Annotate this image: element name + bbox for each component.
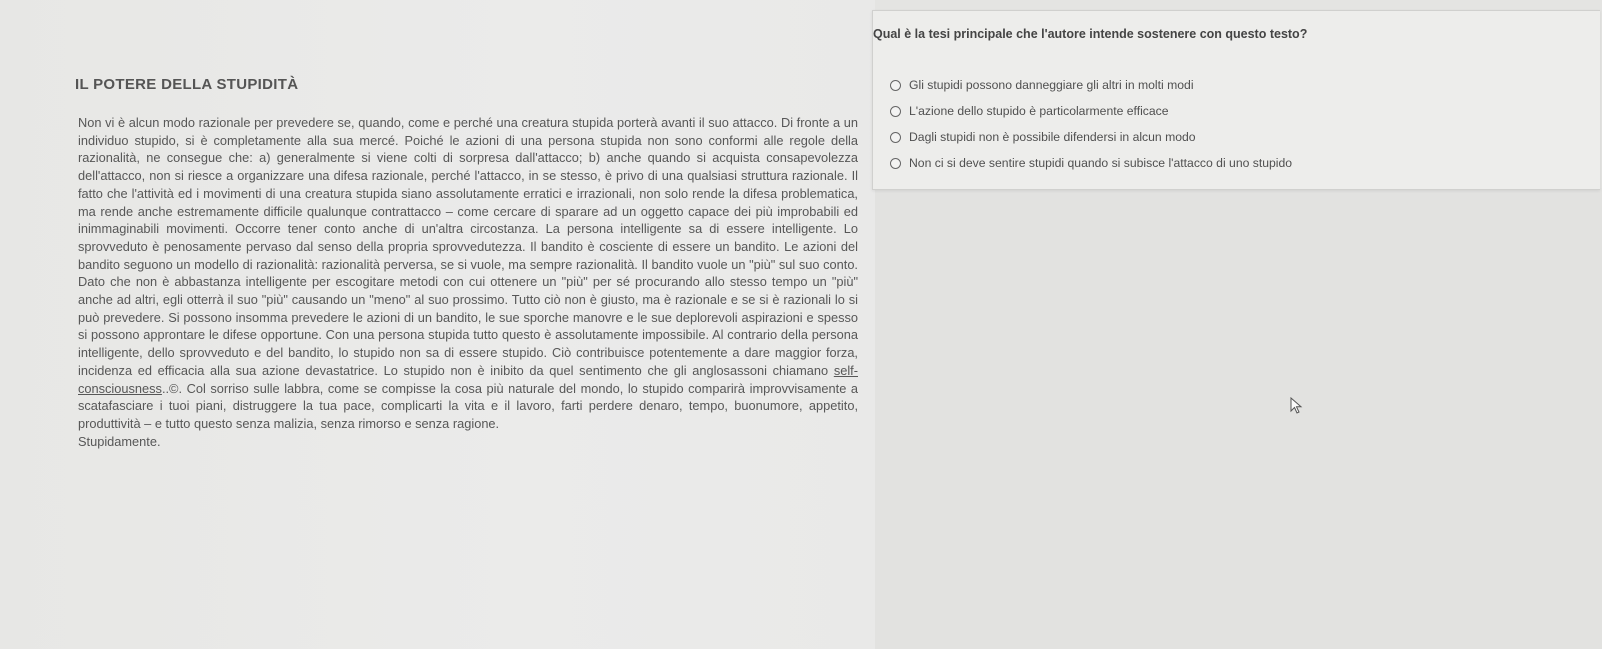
- answer-option-3[interactable]: [890, 124, 1292, 150]
- article-text: [78, 114, 858, 433]
- article-body: [78, 114, 858, 450]
- article-paragraph: Non vi è alcun modo razionale per prevedere se, quando, come e perché una creatura stupida porterà avanti il suo attacco. Di fronte a un individuo stupido, si è completamente alla sua mercé. Poiché le azioni di una persona stupida non sono conformi alle regole della razionalità, ne consegue che: a) generalmente si viene colti di sorpresa dall'attacco; b) anche quando si acquista consapevolezza dell'attacco, non si riesce a organizzare una difesa razionale, perché l'attacco, in se stesso, è privo di una qualsiasi struttura razionale. Il fatto che l'attività ed i movimenti di una creatura stupida siano assolutamente erratici e irrazionali, non solo rende la difesa problematica, ma rende anche estremamente difficile qualunque contrattacco – come cercare di sparare ad un oggetto capace dei più improbabili ed inimmaginabili movimenti. Occorre tener conto anche di un'altra circostanza. La persona intelligente sa di essere intelligente. Lo sprovveduto è penosamente pervaso dal senso della propria sprovvedutezza. Il bandito è cosciente di essere un bandito. Le azioni del bandito seguono un modello di razionalità: razionalità perversa, se si vuole, ma sempre razionalità. Il bandito vuole un "più" sul suo conto. Dato che non è abbastanza intelligente per escogitare metodi con cui ottenere un "più" per sé procurando allo stesso tempo un "più" anche ad altri, egli otterrà il suo "più" causando un "meno" al suo prossimo. Tutto ciò non è giusto, ma è razionale e se si è razionali lo si può prevedere. Si possono insomma prevedere le azioni di un bandito, le sue sporche manovre e le sue deplorevoli aspirazioni e spesso si possono approntare le difese opportune. Con una persona stupida tutto questo è assolutamente impossibile. Al contrario della persona intelligente, dello sprovveduto e del bandito, lo stupido non sa di essere stupido. Ciò contribuisce potentemente a dare maggior forza, incidenza ed efficacia alla sua azione devastatrice. Lo stupido non è inibito da quel sentimento che gli anglosassoni chiamano: [78, 115, 858, 378]
- radio-button-icon[interactable]: [890, 158, 901, 169]
- footnote-mark: ..©.: [161, 380, 183, 396]
- answer-option-label: Non ci si deve sentire stupidi quando si subisce l'attacco di uno stupido: [909, 156, 1293, 170]
- footnote-term: self-consciousness: [78, 362, 858, 396]
- radio-button-icon[interactable]: [890, 106, 901, 117]
- answer-option-label: Gli stupidi possono danneggiare gli altri in molti modi: [909, 78, 1194, 92]
- answer-option-label: L'azione dello stupido è particolarmente efficace: [909, 104, 1169, 118]
- answer-options: [890, 72, 1292, 176]
- radio-button-icon[interactable]: [890, 132, 901, 143]
- answer-option-1[interactable]: [890, 72, 1292, 98]
- question-card: [872, 10, 1600, 190]
- mouse-pointer-icon: [1290, 397, 1304, 415]
- answer-option-label: Dagli stupidi non è possibile difendersi in alcun modo: [909, 130, 1196, 144]
- article-closing: Stupidamente.: [78, 433, 161, 449]
- article-paragraph-end: Col sorriso sulle labbra, come se compisse la cosa più naturale del mondo, lo stupido comparirà improvvisamente a scatafasciare i tuoi piani, distruggere la tua pace, complicarti la vita e il lavoro, farti perdere denaro, tempo, buonumore, appetito, produttività – e tutto questo senza malizia, senza rimorso e senza ragione.: [78, 380, 858, 431]
- question-text: Qual è la tesi principale che l'autore intende sostenere con questo testo?: [873, 27, 1308, 41]
- answer-option-2[interactable]: [890, 98, 1292, 124]
- article-title: IL POTERE DELLA STUPIDITÀ: [75, 76, 299, 93]
- radio-button-icon[interactable]: [890, 80, 901, 91]
- answer-option-4[interactable]: [890, 150, 1292, 176]
- right-empty-area: [875, 188, 1602, 649]
